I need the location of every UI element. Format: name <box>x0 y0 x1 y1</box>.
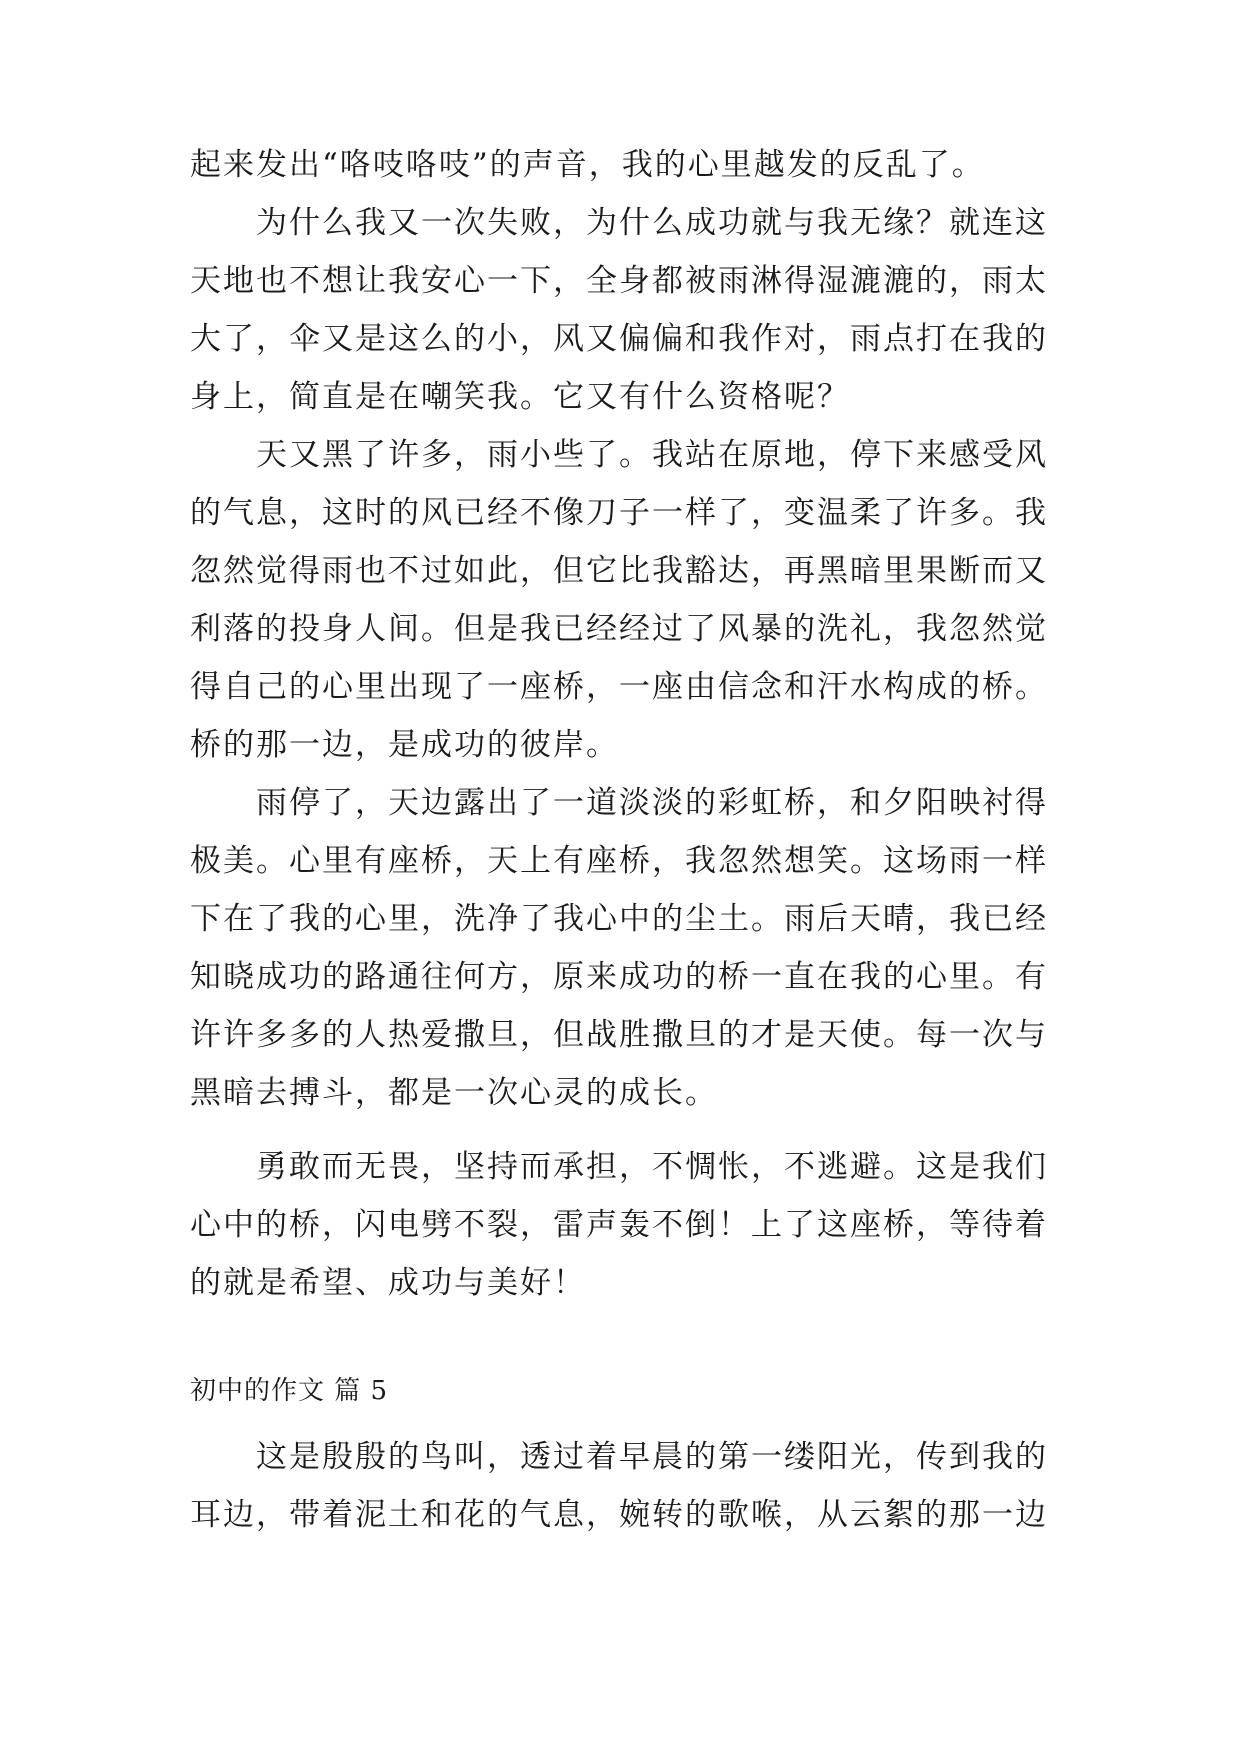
paragraph-line: 勇敢而无畏，坚持而承担，不惆怅，不逃避。这是我们 <box>256 1149 1048 1185</box>
paragraph-line: 桥的那一边，是成功的彼岸。 <box>190 727 619 763</box>
paragraph-line: 的气息，这时的风已经不像刀子一样了，变温柔了许多。我 <box>190 495 1048 531</box>
paragraph-line: 忽然觉得雨也不过如此，但它比我豁达，再黑暗里果断而又 <box>190 553 1048 589</box>
paragraph-line: 雨停了，天边露出了一道淡淡的彩虹桥，和夕阳映衬得 <box>256 785 1048 821</box>
paragraph-line: 天地也不想让我安心一下，全身都被雨淋得湿漉漉的，雨太 <box>190 263 1048 299</box>
paragraph-line: 极美。心里有座桥，天上有座桥，我忽然想笑。这场雨一样 <box>190 843 1048 879</box>
paragraph-line: 心中的桥，闪电劈不裂，雷声轰不倒！上了这座桥，等待着 <box>190 1207 1048 1243</box>
paragraph-line: 黑暗去搏斗，都是一次心灵的成长。 <box>190 1075 718 1111</box>
paragraph-line: 的就是希望、成功与美好！ <box>190 1265 586 1301</box>
paragraph-line: 为什么我又一次失败，为什么成功就与我无缘？就连这 <box>256 205 1048 241</box>
paragraph-line: 下在了我的心里，洗净了我心中的尘土。雨后天晴，我已经 <box>190 901 1048 937</box>
section-title: 初中的作文 篇 5 <box>190 1376 389 1406</box>
paragraph-line: 这是殷殷的鸟叫，透过着早晨的第一缕阳光，传到我的 <box>256 1439 1048 1475</box>
paragraph-line: 耳边，带着泥土和花的气息，婉转的歌喉，从云絮的那一边 <box>190 1497 1048 1533</box>
paragraph-line: 天又黑了许多，雨小些了。我站在原地，停下来感受风 <box>256 437 1048 473</box>
paragraph-line: 利落的投身人间。但是我已经经过了风暴的洗礼，我忽然觉 <box>190 611 1048 647</box>
paragraph-line: 身上，简直是在嘲笑我。它又有什么资格呢？ <box>190 379 850 415</box>
paragraph-line: 许许多多的人热爱撒旦，但战胜撒旦的才是天使。每一次与 <box>190 1017 1048 1053</box>
paragraph-line: 得自己的心里出现了一座桥，一座由信念和汗水构成的桥。 <box>190 669 1048 705</box>
paragraph-line: 起来发出“咯吱咯吱”的声音，我的心里越发的反乱了。 <box>190 147 985 183</box>
paragraph-line: 知晓成功的路通往何方，原来成功的桥一直在我的心里。有 <box>190 959 1048 995</box>
paragraph-line: 大了，伞又是这么的小，风又偏偏和我作对，雨点打在我的 <box>190 321 1048 357</box>
